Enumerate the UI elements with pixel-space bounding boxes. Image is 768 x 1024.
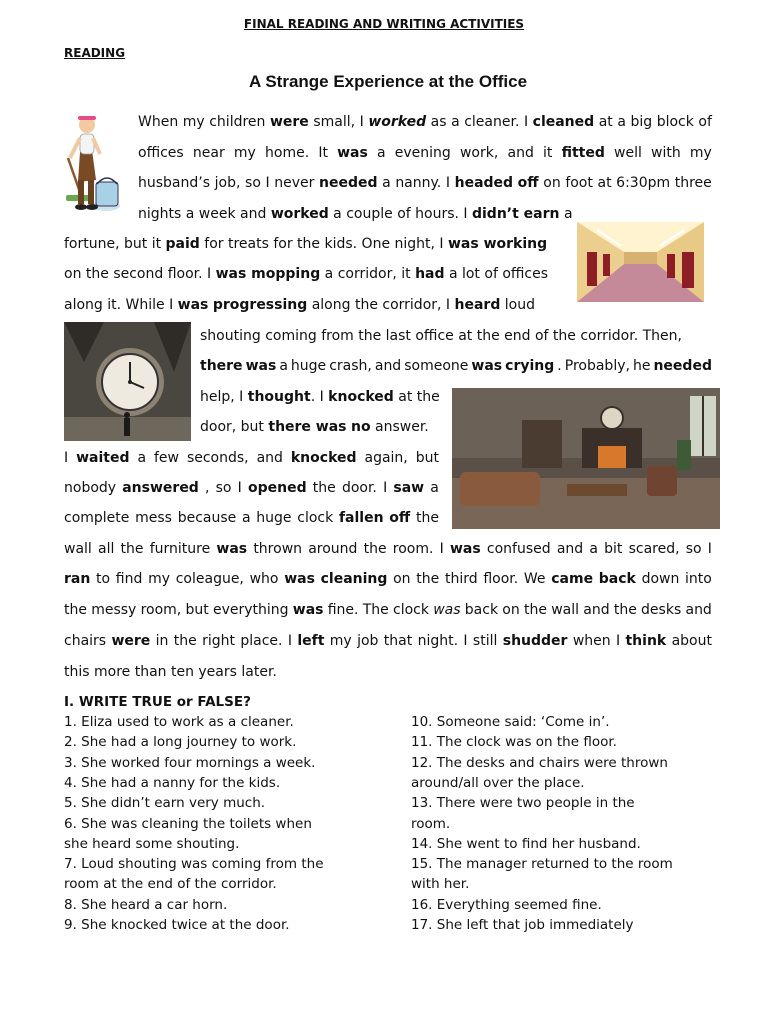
story-text-run: no — [350, 419, 371, 435]
story-word: a — [137, 450, 147, 466]
story-word: Probably, — [564, 358, 630, 374]
story-text-run: knocked — [328, 389, 394, 405]
story-line — [200, 357, 712, 375]
story-word: was — [433, 602, 461, 618]
story-word: the — [613, 602, 637, 618]
story-text-run: answer. — [370, 419, 429, 435]
story-word: I — [64, 450, 69, 466]
story-text-run: loud — [500, 297, 536, 313]
story-word: and — [507, 145, 534, 161]
story-word: few — [153, 450, 179, 466]
story-word: worked — [368, 114, 427, 130]
story-word: the — [363, 541, 387, 557]
story-word: complete — [64, 510, 130, 526]
story-word: of — [698, 114, 712, 130]
exercise-line: 12. The desks and chairs were thrown — [411, 754, 668, 771]
story-line — [64, 509, 439, 527]
story-word: who — [249, 571, 279, 587]
story-word: on — [393, 571, 411, 587]
story-word: was — [471, 358, 503, 374]
story-word: waited — [76, 450, 130, 466]
story-word: near — [192, 145, 225, 161]
story-word: room. — [392, 541, 434, 557]
story-word: offices — [138, 145, 184, 161]
section-label: READING — [64, 46, 126, 60]
story-line — [64, 235, 547, 253]
story-word: back — [464, 602, 499, 618]
story-word: nobody — [64, 480, 117, 496]
exercise-line: 10. Someone said: ‘Come in’. — [411, 714, 610, 730]
story-line — [200, 418, 429, 436]
story-word: I — [287, 633, 292, 649]
story-text-run: progressing — [212, 297, 308, 313]
story-word: saw — [393, 480, 425, 496]
story-word: desks — [641, 602, 682, 618]
story-word: the — [416, 571, 440, 587]
story-word: I — [445, 175, 450, 191]
story-word: crash, — [329, 358, 372, 374]
story-word: left — [297, 633, 325, 649]
exercise-line: 14. She went to find her husband. — [411, 835, 641, 852]
story-word: children — [209, 114, 266, 130]
story-word: but — [185, 602, 209, 618]
story-word: job — [357, 633, 379, 649]
story-word: crying — [505, 358, 555, 374]
story-word: it — [543, 145, 553, 161]
story-line — [64, 479, 439, 497]
story-word: answered — [122, 480, 199, 496]
story-word: needed — [653, 358, 712, 374]
story-word: and — [374, 358, 402, 374]
story-text-run: heard — [454, 297, 501, 313]
story-text-run: was mopping — [215, 266, 321, 282]
story-word: chairs — [64, 633, 107, 649]
story-word: a — [241, 510, 251, 526]
story-text-run: shouting coming from the last office at the end of the corridor. Then, — [200, 328, 682, 344]
story-word: coleague, — [175, 571, 244, 587]
exercise-line: 3. She worked four mornings a week. — [64, 754, 316, 771]
story-word: I — [439, 541, 444, 557]
story-text-run: door, but — [200, 419, 269, 435]
story-word: there — [200, 358, 243, 374]
story-word: was — [292, 602, 324, 618]
story-word: off — [389, 510, 411, 526]
story-word: about — [671, 633, 712, 649]
story-word: The — [362, 602, 389, 618]
clock-photo — [64, 322, 191, 441]
story-word: and — [685, 602, 712, 618]
messy-room-photo — [452, 388, 720, 529]
story-word: but — [415, 450, 439, 466]
exercise-line: 7. Loud shouting was coming from the — [64, 856, 324, 873]
story-line — [138, 174, 712, 192]
story-word: in — [155, 633, 169, 649]
story-word: floor. — [483, 571, 519, 587]
story-word: still — [472, 633, 498, 649]
story-word: never — [274, 175, 315, 191]
exercise-line: 1. Eliza used to work as a cleaner. — [64, 714, 294, 730]
story-word: work, — [459, 145, 499, 161]
story-word: mess — [135, 510, 172, 526]
story-text-run: didn’t earn — [471, 206, 560, 222]
story-word: again, — [364, 450, 408, 466]
story-word: the — [523, 602, 547, 618]
story-word: small, — [313, 114, 356, 130]
story-word: fitted — [561, 145, 605, 161]
exercise-line: 17. She left that job immediately — [411, 917, 634, 933]
story-word: headed — [454, 175, 514, 191]
story-word: huge — [256, 510, 292, 526]
story-line — [200, 388, 440, 406]
story-text-run: a corridor, it — [320, 266, 416, 282]
story-word: so — [215, 480, 232, 496]
story-text-run: nights a week and — [138, 206, 271, 222]
story-word: a — [430, 480, 439, 496]
story-text-run: was working — [448, 236, 548, 252]
story-text-run: along the corridor, I — [307, 297, 455, 313]
story-word: big — [630, 114, 653, 130]
exercise-line: room at the end of the corridor. — [64, 876, 277, 893]
story-word: on — [543, 175, 561, 191]
story-line — [138, 144, 712, 162]
story-word: door. — [341, 480, 377, 496]
story-word: cleaning — [320, 571, 388, 587]
story-word: at — [598, 114, 613, 130]
exercise-line: 6. She was cleaning the toilets when — [64, 815, 312, 832]
story-word: I — [523, 114, 529, 130]
story-text-run: on the second floor. I — [64, 266, 216, 282]
story-word: think — [625, 633, 667, 649]
story-text-run: had — [415, 266, 445, 282]
exercise-line: 15. The manager returned to the room — [411, 856, 673, 873]
story-word: third — [444, 571, 478, 587]
story-line — [138, 205, 573, 223]
page-header: FINAL READING AND WRITING ACTIVITIES — [243, 17, 525, 31]
story-word: clock — [393, 602, 429, 618]
story-text-run: thought — [247, 389, 311, 405]
story-word: messy — [91, 602, 137, 618]
story-word: husband’s — [138, 175, 211, 191]
story-line — [64, 449, 439, 467]
story-text-run: along it. While I — [64, 297, 178, 313]
story-word: knocked — [290, 450, 357, 466]
story-word: wall — [551, 602, 580, 618]
story-word: cleaner. — [464, 114, 520, 130]
corridor-photo — [577, 222, 704, 302]
exercise-line: around/all over the place. — [411, 774, 585, 791]
story-word: evening — [394, 145, 451, 161]
exercise-line: 8. She heard a car horn. — [64, 896, 228, 913]
story-word: place. — [240, 633, 283, 649]
story-line — [64, 663, 277, 681]
exercise-line: 2. She had a long journey to work. — [64, 734, 297, 751]
story-word: my — [148, 571, 171, 587]
story-word: shudder — [502, 633, 568, 649]
story-line — [64, 570, 712, 588]
story-word: on — [502, 602, 520, 618]
story-word: a — [279, 358, 288, 374]
exercise-line: 5. She didn’t earn very much. — [64, 795, 266, 812]
story-word: confused — [486, 541, 551, 557]
story-text-run: a couple of hours. I — [328, 206, 472, 222]
story-word: fallen — [338, 510, 384, 526]
story-word: was — [245, 358, 277, 374]
story-word: was — [337, 145, 368, 161]
story-word: I — [237, 480, 242, 496]
story-text-run: at the — [393, 389, 440, 405]
story-word: , — [205, 480, 210, 496]
story-word: I — [383, 480, 388, 496]
story-word: wall — [64, 541, 92, 557]
story-line — [64, 540, 712, 558]
story-word: to — [96, 571, 111, 587]
story-word: job, — [214, 175, 241, 191]
exercise-line: 16. Everything seemed fine. — [411, 896, 602, 913]
story-word: my — [689, 145, 712, 161]
story-text-run: help, I — [200, 389, 248, 405]
story-word: the — [312, 480, 336, 496]
story-word: the — [415, 510, 439, 526]
story-word: was — [216, 541, 248, 557]
exercise-title: I. WRITE TRUE or FALSE? — [64, 694, 251, 710]
story-word: find — [115, 571, 143, 587]
story-word: my — [233, 145, 256, 161]
story-word: I — [359, 114, 364, 130]
exercise-line: 11. The clock was on the floor. — [411, 734, 617, 751]
story-word: at — [597, 175, 612, 191]
story-word: well — [614, 145, 642, 161]
story-word: huge — [290, 358, 327, 374]
story-word: It — [318, 145, 328, 161]
story-word: because — [177, 510, 237, 526]
story-word: everything — [212, 602, 289, 618]
story-word: cleaned — [532, 114, 595, 130]
exercise-line: 4. She had a nanny for the kids. — [64, 774, 281, 791]
exercise-line: with her. — [411, 876, 470, 893]
story-word: block — [656, 114, 694, 130]
story-line — [138, 113, 712, 131]
story-word: bit — [604, 541, 623, 557]
story-line — [200, 327, 682, 345]
story-word: foot — [565, 175, 593, 191]
story-word: as — [430, 114, 447, 130]
exercise-line: 13. There were two people in the — [411, 795, 635, 812]
story-text-run: paid — [165, 236, 200, 252]
story-text-run: . I — [310, 389, 329, 405]
story-word: all — [98, 541, 115, 557]
story-line — [64, 296, 535, 314]
story-word: the — [173, 633, 197, 649]
story-word: the — [64, 602, 87, 618]
story-word: nanny. — [395, 175, 442, 191]
story-word: I — [265, 175, 270, 191]
story-word: I — [463, 633, 468, 649]
exercise-line: 9. She knocked twice at the door. — [64, 917, 290, 933]
story-word: someone — [404, 358, 469, 374]
story-word: into — [685, 571, 712, 587]
story-word: three — [674, 175, 712, 191]
story-word: When — [138, 114, 179, 130]
story-word: that — [383, 633, 413, 649]
story-word: I — [707, 541, 712, 557]
story-word: so — [245, 175, 261, 191]
story-word: a — [451, 114, 460, 130]
story-word: ran — [64, 571, 91, 587]
story-title: A Strange Experience at the Office — [248, 72, 528, 91]
story-word: and — [583, 602, 610, 618]
story-word: with — [651, 145, 681, 161]
story-word: he — [632, 358, 651, 374]
story-word: my — [329, 633, 352, 649]
story-word: around — [308, 541, 358, 557]
story-text-run: this more than ten years later. — [64, 664, 277, 680]
story-text-run: a — [559, 206, 573, 222]
story-word: off — [517, 175, 539, 191]
story-word: were — [111, 633, 151, 649]
story-word: fine. — [327, 602, 359, 618]
story-text-run: there was — [268, 419, 347, 435]
story-line — [64, 265, 548, 283]
story-word: came — [551, 571, 594, 587]
story-line — [64, 632, 712, 650]
story-word: so — [685, 541, 702, 557]
story-word: was — [284, 571, 315, 587]
story-text-run: a lot of offices — [444, 266, 549, 282]
story-word: 6:30pm — [616, 175, 671, 191]
story-word: was — [449, 541, 481, 557]
story-word: thrown — [253, 541, 303, 557]
story-text-run: was — [177, 297, 209, 313]
cleaner-clipart — [62, 110, 130, 214]
story-word: home. — [265, 145, 310, 161]
story-line — [64, 601, 712, 619]
story-word: We — [523, 571, 546, 587]
story-word: were — [269, 114, 309, 130]
story-text-run: for treats for the kids. One night, I — [199, 236, 448, 252]
story-word: a — [377, 145, 386, 161]
exercise-line: she heard some shouting. — [64, 835, 240, 852]
story-word: right — [202, 633, 236, 649]
story-word: a — [589, 541, 598, 557]
exercise-line: room. — [411, 815, 451, 832]
story-word: seconds, — [186, 450, 249, 466]
story-word: my — [182, 114, 205, 130]
story-word: the — [120, 541, 144, 557]
story-word: night. — [417, 633, 459, 649]
story-word: a — [382, 175, 391, 191]
story-word: back — [598, 571, 636, 587]
story-word: scared, — [628, 541, 680, 557]
story-word: a — [617, 114, 626, 130]
story-word: clock — [297, 510, 334, 526]
story-word: when — [572, 633, 611, 649]
story-word: and — [256, 450, 283, 466]
story-word: opened — [247, 480, 307, 496]
story-text-run: fortune, but it — [64, 236, 166, 252]
story-word: I — [615, 633, 621, 649]
story-word: . — [557, 358, 562, 374]
story-word: needed — [319, 175, 378, 191]
story-text-run: worked — [270, 206, 329, 222]
story-word: room, — [140, 602, 182, 618]
story-word: and — [556, 541, 584, 557]
story-word: furniture — [149, 541, 211, 557]
story-word: down — [641, 571, 680, 587]
